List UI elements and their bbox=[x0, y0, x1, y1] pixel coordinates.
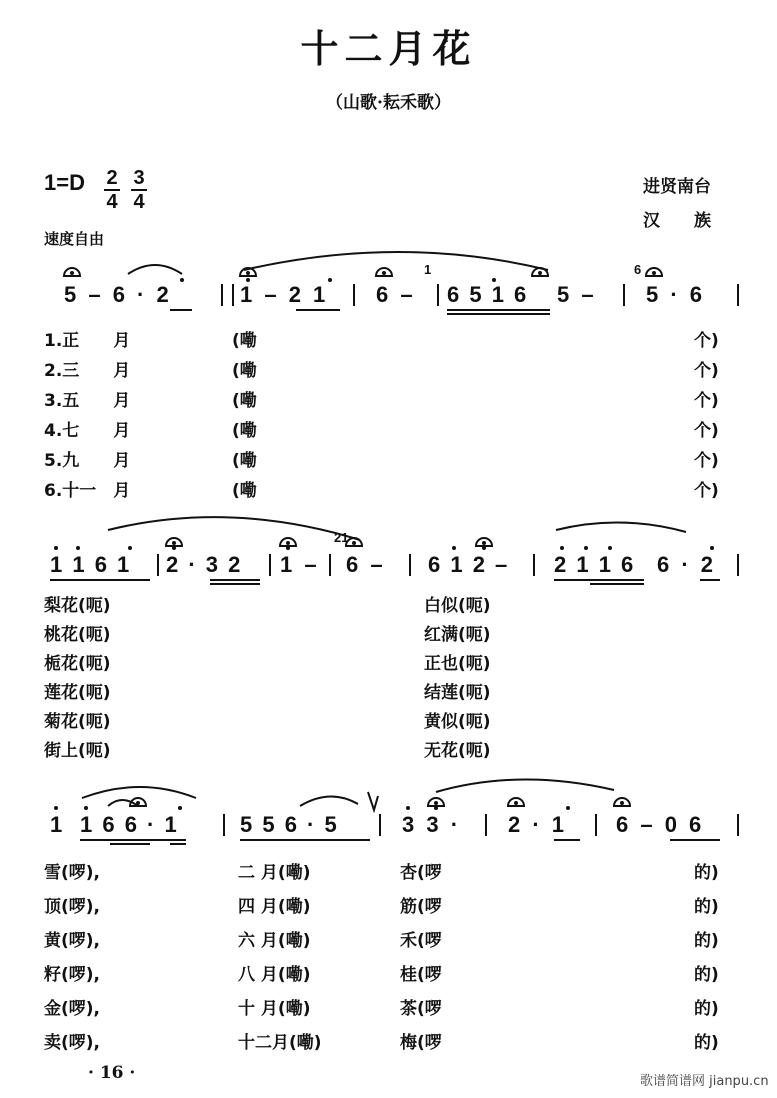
staff1-measure-1: 5 – 6 · 2 bbox=[64, 282, 169, 307]
verse2-flowers bbox=[44, 592, 111, 766]
lyric-word: (嘞 bbox=[232, 391, 257, 411]
lyric-line: 街上(呃) bbox=[44, 741, 111, 761]
ethnicity-credit: 汉 族 bbox=[643, 211, 711, 231]
lyric-line: 3.五 月 bbox=[44, 391, 131, 411]
lyric-word: (嘞 bbox=[232, 331, 257, 351]
time-sig-bottom: 4 bbox=[106, 191, 118, 213]
staff2-measure-2: 2 · 3 2 bbox=[166, 552, 241, 577]
lyric-word: 茶(啰 bbox=[400, 999, 442, 1019]
time-signature-2-4 bbox=[104, 168, 120, 212]
staff1-measure-4: 6 5 1 6 bbox=[447, 282, 527, 307]
lyric-word: 的) bbox=[694, 897, 719, 917]
song-title: 十二月花 bbox=[300, 26, 477, 71]
staff1-measure-2: 1 – 2 1 bbox=[240, 282, 326, 307]
staff3-measure-5: 6 – 0 6 bbox=[616, 812, 702, 837]
staff3-measure-2: 5 5 6 · 5 bbox=[240, 812, 337, 837]
lyric-line: 正也(呃) bbox=[424, 654, 491, 674]
time-signature-3-4 bbox=[131, 168, 147, 212]
lyric-line: 1.正 月 bbox=[44, 331, 131, 351]
lyric-line: 红满(呃) bbox=[424, 625, 491, 645]
lyric-word: 个) bbox=[694, 361, 719, 381]
staff3-measure-3: 3 3 · bbox=[402, 812, 459, 837]
lyric-word: 四 月(嘞) bbox=[238, 897, 311, 917]
staff1-measure-3: 6 – bbox=[376, 282, 413, 307]
staff3-measure-4: 2 · 1 bbox=[508, 812, 565, 837]
lyric-line: 无花(呃) bbox=[424, 741, 491, 761]
lyric-word: 个) bbox=[694, 391, 719, 411]
verse3-col-a bbox=[44, 856, 100, 1060]
lyric-word: 雪(啰), bbox=[44, 863, 100, 883]
lyric-line: 结莲(呃) bbox=[424, 683, 491, 703]
lyric-line: 白似(呃) bbox=[424, 596, 491, 616]
lyric-word: 十二月(嘞) bbox=[238, 1033, 322, 1053]
grace-note: 6 bbox=[634, 262, 642, 277]
time-sig-bottom: 4 bbox=[133, 191, 145, 213]
page-number: · 16 · bbox=[88, 1063, 136, 1083]
watermark: 歌谱简谱网 jianpu.cn bbox=[640, 1074, 769, 1089]
lyric-line: 4.七 月 bbox=[44, 421, 131, 441]
lyric-word: 卖(啰), bbox=[44, 1033, 100, 1053]
lyric-word: (嘞 bbox=[232, 361, 257, 381]
song-subtitle: （山歌·耘禾歌） bbox=[326, 93, 451, 113]
lyric-word: 个) bbox=[694, 421, 719, 441]
lyric-line: 2.三 月 bbox=[44, 361, 131, 381]
lyric-word: 桂(啰 bbox=[400, 965, 442, 985]
lyric-word: (嘞 bbox=[232, 481, 257, 501]
lyric-word: 个) bbox=[694, 451, 719, 471]
lyric-line: 梨花(呃) bbox=[44, 596, 111, 616]
lyric-line: 黄似(呃) bbox=[424, 712, 491, 732]
verse3-col-d bbox=[694, 856, 719, 1060]
verse2-descriptions bbox=[424, 592, 491, 766]
staff2-measure-6b: 6 · 2 bbox=[657, 552, 714, 577]
lyric-word: 禾(啰 bbox=[400, 931, 442, 951]
lyric-word: 二 月(嘞) bbox=[238, 863, 311, 883]
lyric-line: 桃花(呃) bbox=[44, 625, 111, 645]
staff1-measure-5: 5 · 6 bbox=[646, 282, 703, 307]
lyric-word: 个) bbox=[694, 331, 719, 351]
staff2-measure-5: 6 1 2 – bbox=[428, 552, 508, 577]
lyric-word: 六 月(嘞) bbox=[238, 931, 311, 951]
staff1-measure-4b: 5 – bbox=[557, 282, 594, 307]
region-credit: 进贤南台 bbox=[643, 177, 711, 197]
lyric-word: (嘞 bbox=[232, 451, 257, 471]
lyric-word: 梅(啰 bbox=[400, 1033, 442, 1053]
verse3-col-b bbox=[238, 856, 322, 1060]
lyric-word: 顶(啰), bbox=[44, 897, 100, 917]
staff2-measure-4: 6 – bbox=[346, 552, 383, 577]
staff2-measure-3: 1 – bbox=[280, 552, 317, 577]
lyric-word: 金(啰), bbox=[44, 999, 100, 1019]
lyric-line: 菊花(呃) bbox=[44, 712, 111, 732]
verse1-interjections bbox=[232, 326, 257, 506]
key-signature: 1=D bbox=[44, 170, 85, 195]
staff3-measure-1: 1 6 6 · 1 bbox=[80, 812, 177, 837]
lyric-word: 八 月(嘞) bbox=[238, 965, 311, 985]
staff2-measure-1: 1 1 6 1 bbox=[50, 552, 130, 577]
lyric-word: 的) bbox=[694, 965, 719, 985]
lyric-word: 的) bbox=[694, 999, 719, 1019]
tempo-marking: 速度自由 bbox=[44, 230, 105, 248]
lyric-word: 的) bbox=[694, 931, 719, 951]
lyric-word: 杏(啰 bbox=[400, 863, 442, 883]
lyric-word: (嘞 bbox=[232, 421, 257, 441]
time-sig-top: 2 bbox=[106, 167, 118, 189]
grace-note: 21 bbox=[334, 530, 349, 545]
lyric-word: 黄(啰), bbox=[44, 931, 100, 951]
time-sig-top: 3 bbox=[133, 167, 145, 189]
lyric-word: 筋(啰 bbox=[400, 897, 442, 917]
lyric-word: 的) bbox=[694, 863, 719, 883]
lyric-line: 5.九 月 bbox=[44, 451, 131, 471]
lyric-line: 6.十一 月 bbox=[44, 481, 131, 501]
lyric-word: 个) bbox=[694, 481, 719, 501]
lyric-word: 十 月(嘞) bbox=[238, 999, 311, 1019]
grace-note: 1 bbox=[424, 262, 432, 277]
staff3-pickup: 1 bbox=[50, 812, 63, 837]
verse1-months bbox=[44, 326, 130, 506]
lyric-line: 栀花(呃) bbox=[44, 654, 111, 674]
lyric-word: 的) bbox=[694, 1033, 719, 1053]
verse3-col-c bbox=[400, 856, 442, 1060]
lyric-line: 莲花(呃) bbox=[44, 683, 111, 703]
verse1-endings bbox=[694, 326, 719, 506]
lyric-word: 籽(啰), bbox=[44, 965, 100, 985]
staff2-measure-6: 2 1 1 6 bbox=[554, 552, 634, 577]
